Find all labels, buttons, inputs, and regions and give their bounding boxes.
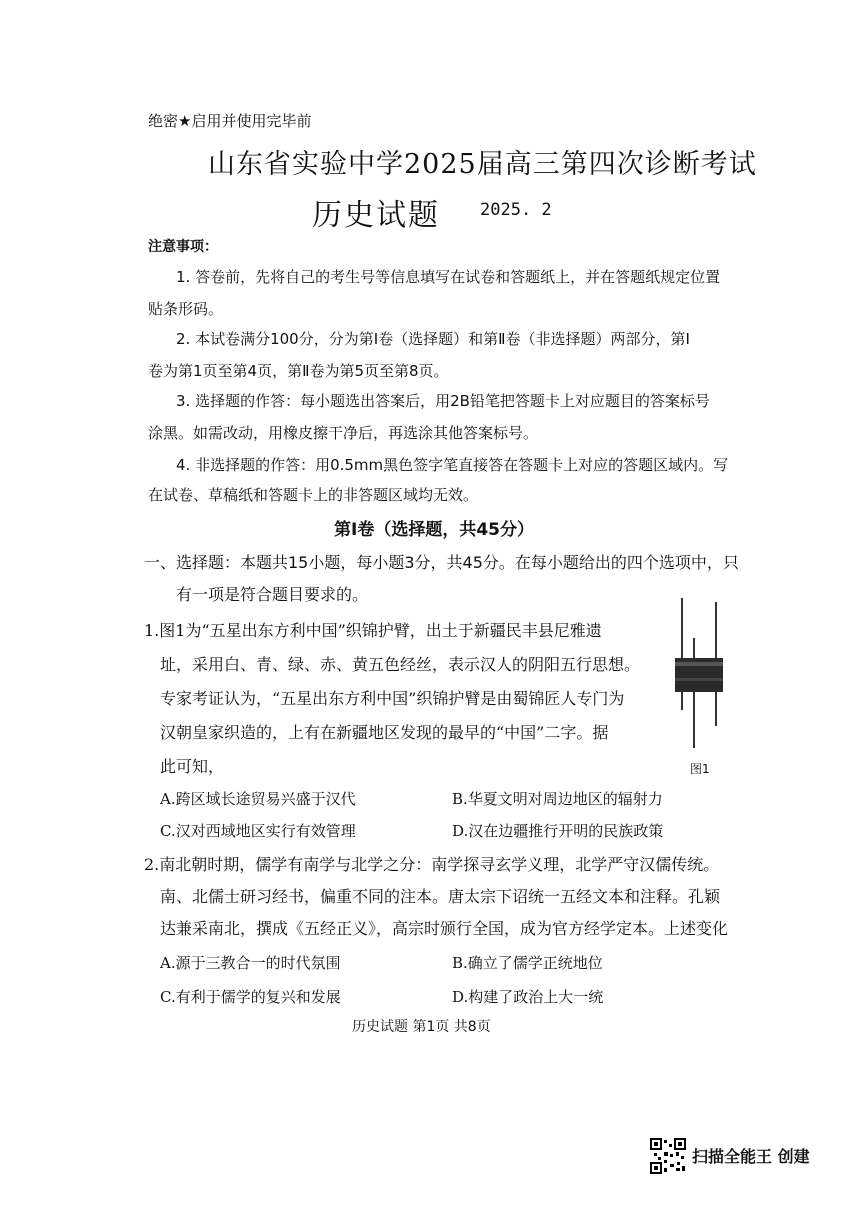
confidential-mark: 绝密★启用并使用完毕前 (148, 112, 312, 130)
notice-line: 4. 非选择题的作答：用0.5mm黑色签字笔直接答在答题卡上对应的答题区域内。写 (176, 456, 729, 474)
brocade-armguard-figure (672, 598, 732, 753)
option-b: B.确立了儒学正统地位 (452, 954, 603, 972)
scanner-watermark: 扫描全能王 创建 (692, 1147, 810, 1166)
notice-line: 1. 答卷前，先将自己的考生号等信息填写在试卷和答题纸上，并在答题纸规定位置 (176, 268, 721, 286)
question-2-stem: 达兼采南北，撰成《五经正义》，高宗时颁行全国，成为官方经学定本。上述变化 (160, 919, 729, 938)
qr-code-icon (650, 1138, 686, 1174)
question-1-stem: 此可知， (160, 757, 225, 776)
option-b: B.华夏文明对周边地区的辐射力 (452, 790, 663, 808)
notice-heading: 注意事项： (148, 239, 218, 255)
option-a: A.跨区域长途贸易兴盛于汉代 (160, 790, 356, 808)
option-c: C.有利于儒学的复兴和发展 (160, 988, 341, 1006)
option-a: A.源于三教合一的时代氛围 (160, 954, 341, 972)
question-1-stem: 专家考证认为，“五星出东方利中国”织锦护臂是由蜀锦匠人专门为 (160, 689, 625, 708)
option-c: C.汉对西域地区实行有效管理 (160, 822, 356, 840)
section-heading: 第Ⅰ卷（选择题，共45分） (334, 520, 534, 540)
figure-caption: 图1 (690, 762, 710, 776)
option-d: D.构建了政治上大一统 (452, 988, 604, 1006)
section-instruction: 一、选择题：本题共15小题，每小题3分，共45分。在每小题给出的四个选项中，只 (144, 553, 739, 572)
question-1-stem: 1.图1为“五星出东方利中国”织锦护臂，出土于新疆民丰县尼雅遗 (144, 621, 602, 640)
notice-line: 3. 选择题的作答：每小题选出答案后，用2B铅笔把答题卡上对应题目的答案标号 (176, 392, 710, 410)
notice-line: 在试卷、草稿纸和答题卡上的非答题区域均无效。 (148, 486, 479, 504)
question-2-stem: 南、北儒士研习经书，偏重不同的注本。唐太宗下诏统一五经文本和注释。孔颖 (160, 887, 721, 906)
exam-date: 2025. 2 (480, 200, 552, 220)
notice-line: 贴条形码。 (148, 300, 224, 318)
page-footer: 历史试题 第1页 共8页 (352, 1019, 491, 1035)
question-1-stem: 址，采用白、青、绿、赤、黄五色经丝，表示汉人的阴阳五行思想。 (160, 655, 641, 674)
notice-line: 卷为第1页至第4页，第Ⅱ卷为第5页至第8页。 (148, 362, 449, 380)
subject-title: 历史试题 (312, 198, 440, 233)
notice-line: 涂黑。如需改动，用橡皮擦干净后，再选涂其他答案标号。 (148, 424, 539, 442)
section-instruction: 有一项是符合题目要求的。 (176, 585, 369, 604)
question-1-stem: 汉朝皇家织造的，上有在新疆地区发现的最早的“中国”二字。据 (160, 723, 609, 742)
notice-line: 2. 本试卷满分100分，分为第Ⅰ卷（选择题）和第Ⅱ卷（非选择题）两部分，第Ⅰ (176, 330, 690, 348)
question-2-stem: 2.南北朝时期，儒学有南学与北学之分：南学探寻玄学义理，北学严守汉儒传统。 (144, 855, 720, 874)
option-d: D.汉在边疆推行开明的民族政策 (452, 822, 664, 840)
exam-title: 山东省实验中学2025届高三第四次诊断考试 (208, 149, 757, 180)
